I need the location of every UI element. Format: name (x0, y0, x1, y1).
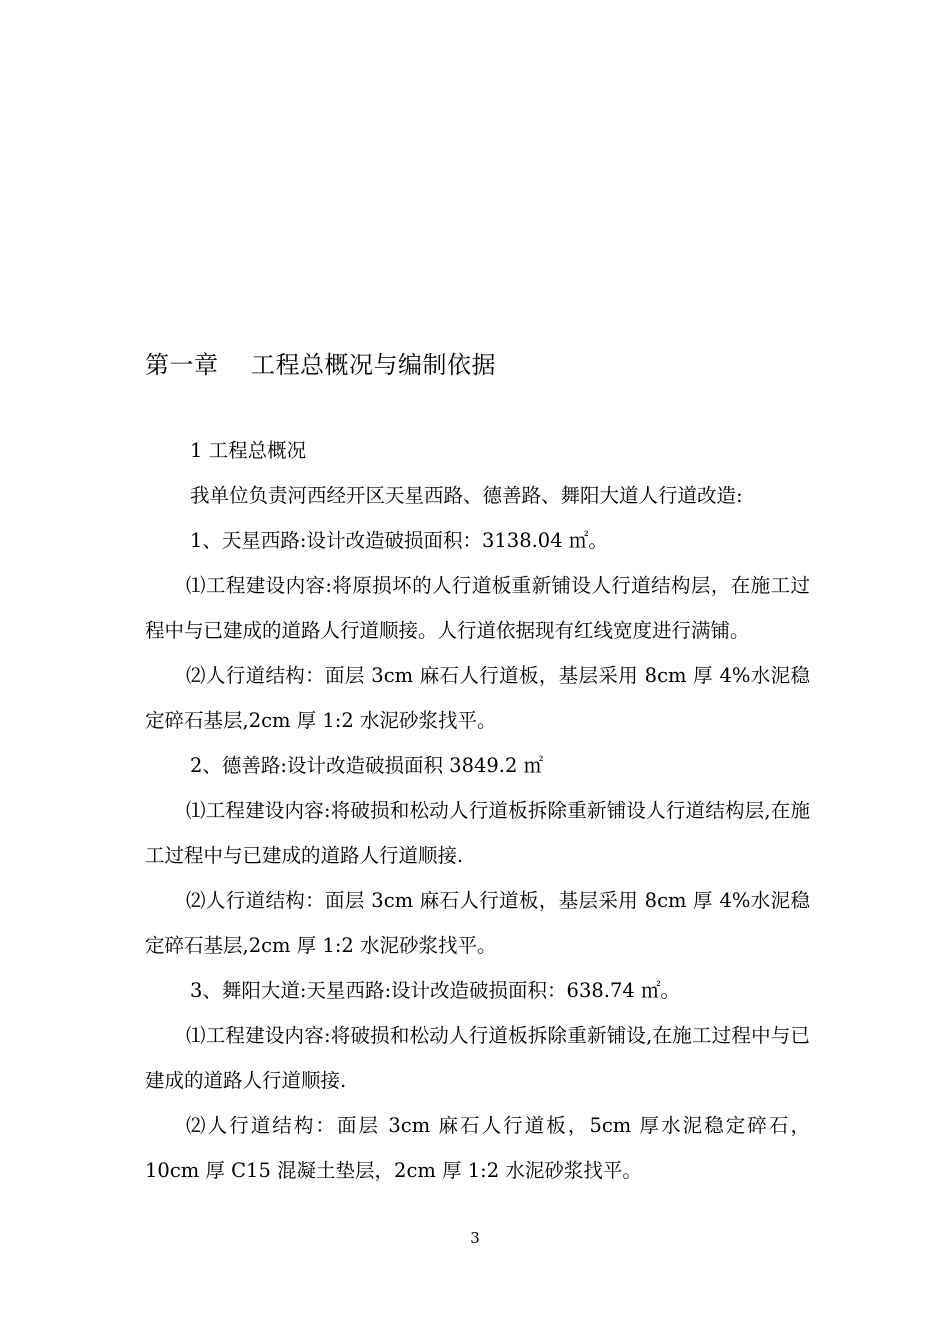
chapter-title: 第一章 工程总概况与编制依据 (145, 351, 497, 379)
section-3-title: 3、舞阳大道:天星西路:设计改造破损面积：638.74 ㎡。 (190, 979, 680, 1002)
section-3-structure: ⑵人行道结构：面层 3cm 麻石人行道板，5cm 厚水泥稳定碎石，10cm 厚 C15 混凝土垫层，2cm 厚 1:2 水泥砂浆找平。 (145, 1114, 810, 1182)
section-1-title: 1、天星西路:设计改造破损面积：3138.04 ㎡。 (190, 529, 608, 552)
section-2-content: ⑴工程建设内容:将破损和松动人行道板拆除重新铺设人行道结构层,在施工过程中与已建成的道路人行道顺接. (145, 799, 810, 867)
body-text (145, 428, 810, 1193)
intro-paragraph: 我单位负责河西经开区天星西路、德善路、舞阳大道人行道改造: (190, 484, 743, 507)
section-1-structure: ⑵人行道结构：面层 3cm 麻石人行道板，基层采用 8cm 厚 4%水泥稳定碎石基层,2cm 厚 1:2 水泥砂浆找平。 (145, 664, 810, 732)
section-heading: 1 工程总概况 (190, 439, 307, 462)
page-number: 3 (470, 1229, 480, 1247)
section-2-structure: ⑵人行道结构：面层 3cm 麻石人行道板，基层采用 8cm 厚 4%水泥稳定碎石基层,2cm 厚 1:2 水泥砂浆找平。 (145, 889, 810, 957)
section-2-title: 2、德善路:设计改造破损面积 3849.2 ㎡ (190, 754, 544, 777)
section-3-content: ⑴工程建设内容:将破损和松动人行道板拆除重新铺设,在施工过程中与已建成的道路人行道顺接. (145, 1024, 810, 1092)
section-1-content: ⑴工程建设内容:将原损坏的人行道板重新铺设人行道结构层，在施工过程中与已建成的道路人行道顺接。人行道依据现有红线宽度进行满铺。 (145, 574, 810, 642)
